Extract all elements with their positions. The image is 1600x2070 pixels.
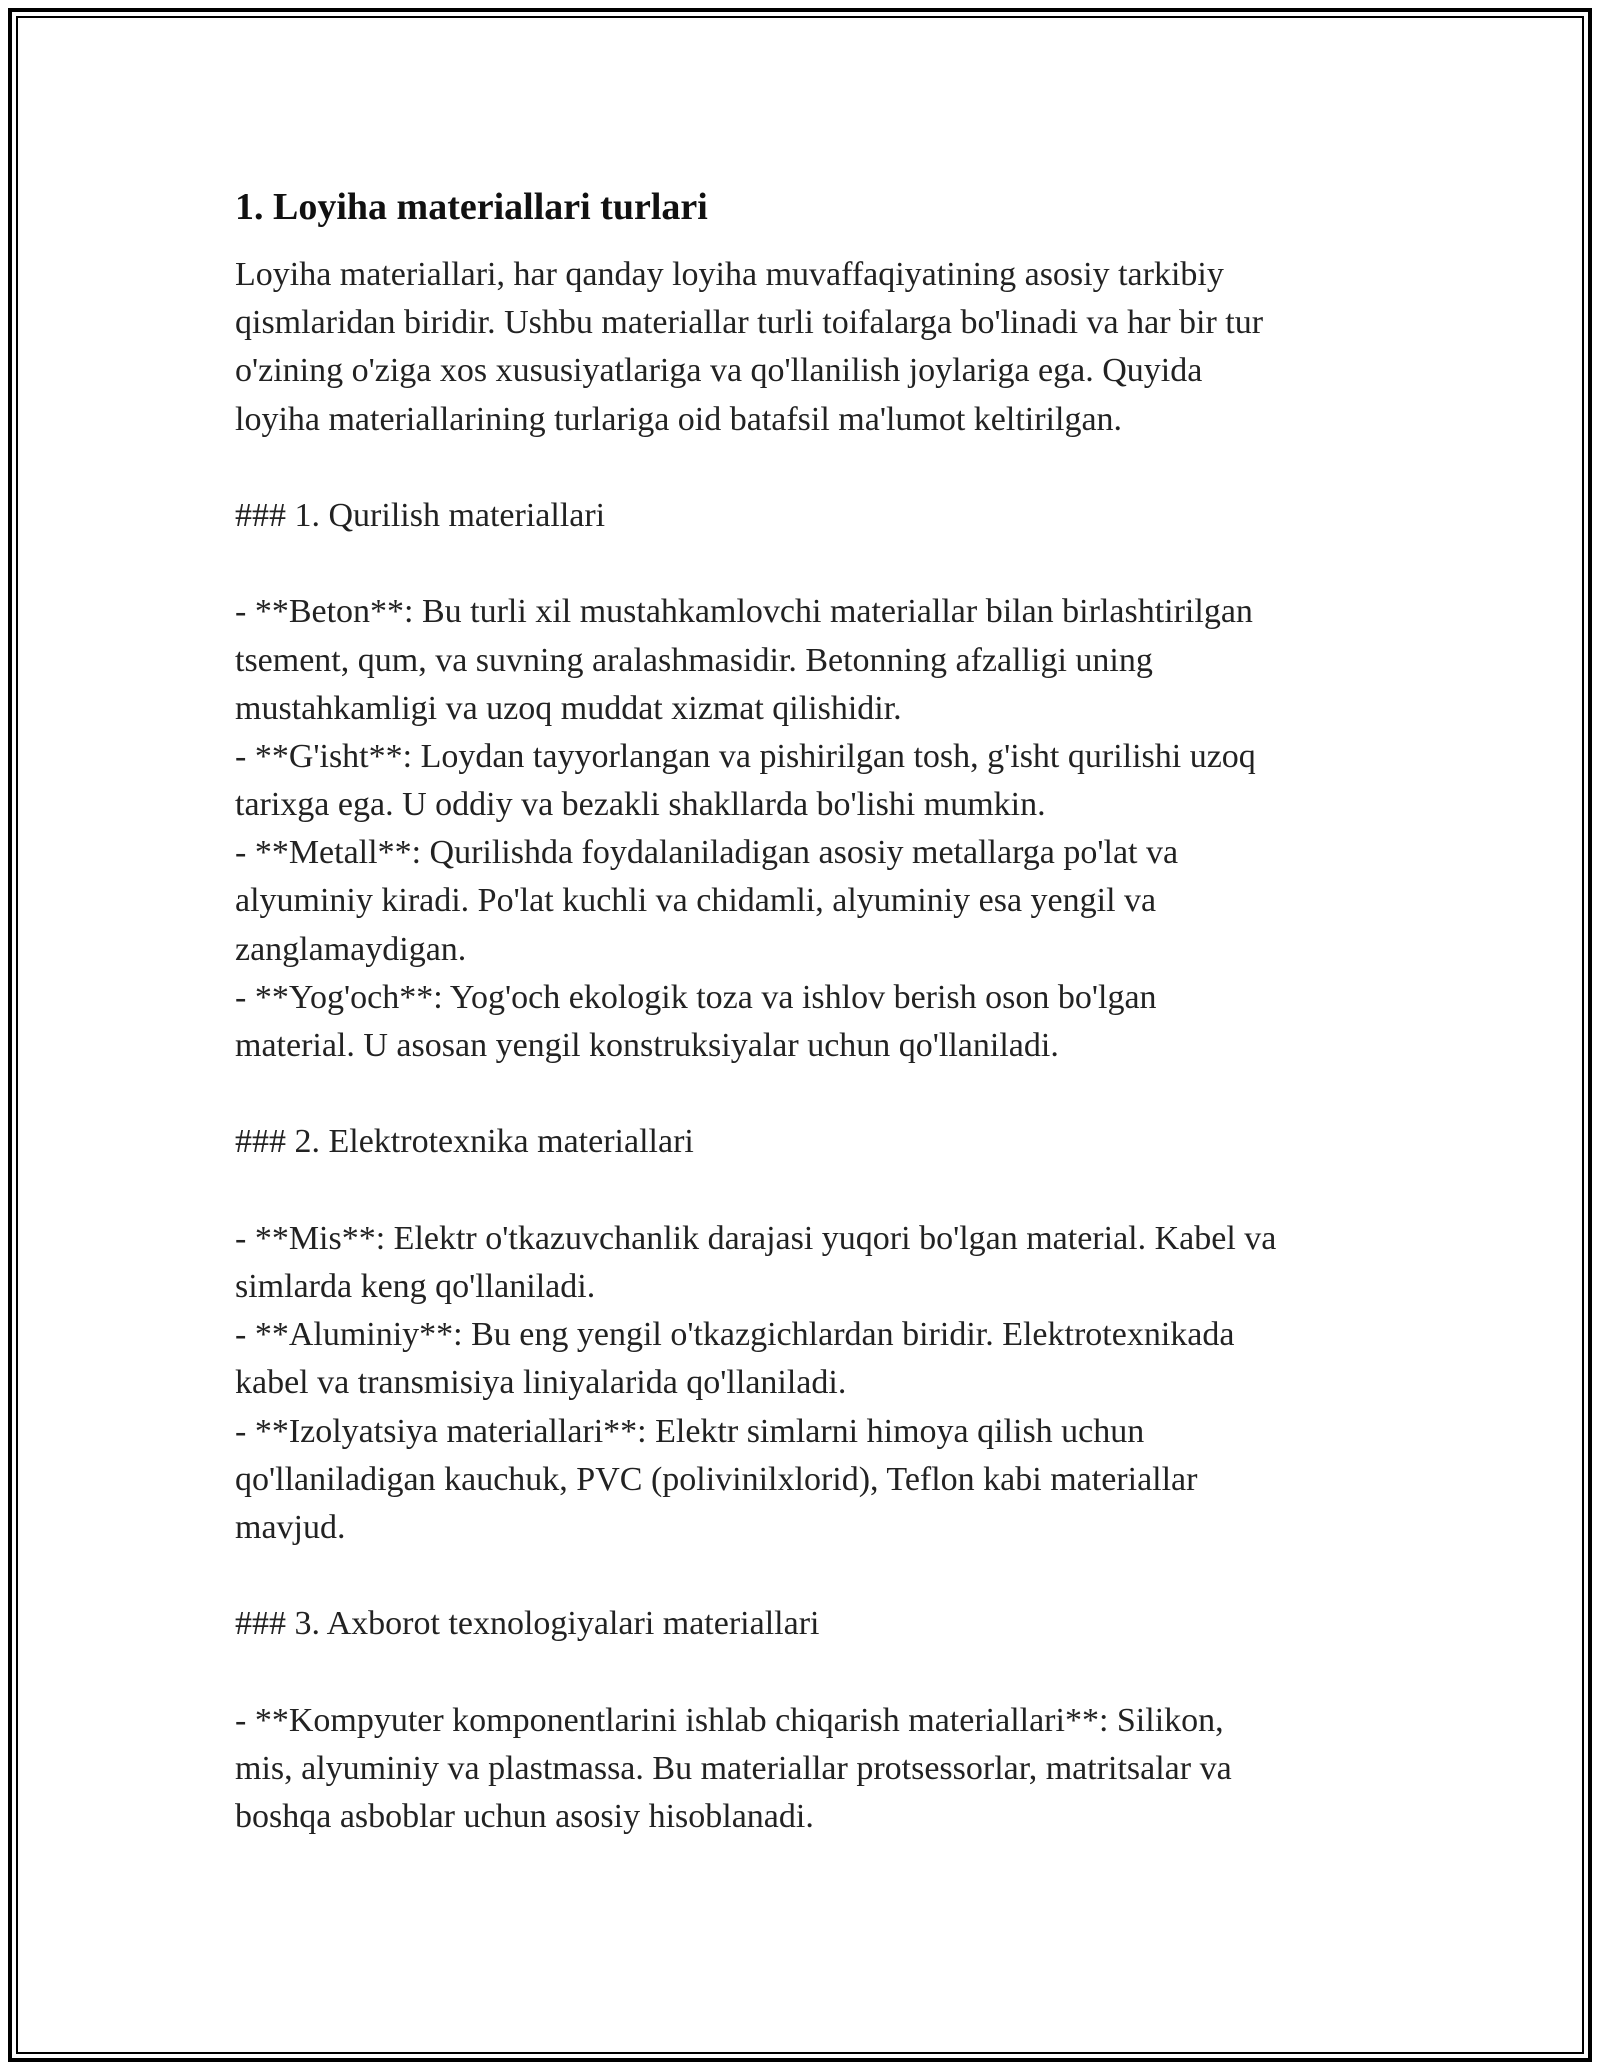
text-line: mavjud. <box>235 1508 346 1546</box>
text-line: kabel va transmisiya liniyalarida qo'llaniladi. <box>235 1364 847 1402</box>
text-line: mustahkamligi va uzoq muddat xizmat qilishidir. <box>235 689 902 727</box>
blank-line <box>235 1070 1375 1118</box>
text-line: - **Mis**: Elektr o'tkazuvchanlik darajasi yuqori bo'lgan material. Kabel va <box>235 1219 1277 1257</box>
text-line: - **Metall**: Qurilishda foydalaniladigan asosiy metallarga po'lat va <box>235 834 1179 872</box>
section-heading-line: ### 1. Qurilish materiallari <box>235 496 606 534</box>
blank-line <box>235 444 1375 492</box>
text-line: - **Beton**: Bu turli xil mustahkamlovchi materiallar bilan birlashtirilgan <box>235 593 1253 631</box>
text-line: - **Yog'och**: Yog'och ekologik toza va ishlov berish oson bo'lgan <box>235 978 1157 1016</box>
text-line: qo'llaniladigan kauchuk, PVC (polivinilxlorid), Teflon kabi materiallar <box>235 1460 1198 1498</box>
text-line: mis, alyuminiy va plastmassa. Bu materiallar protsessorlar, matritsalar va <box>235 1749 1232 1787</box>
document-title: 1. Loyiha materiallari turlari <box>235 186 708 228</box>
text-line: o'zining o'ziga xos xususiyatlariga va qo'llanilish joylariga ega. Quyida <box>235 352 1203 390</box>
text-line: - **Kompyuter komponentlarini ishlab chiqarish materiallari**: Silikon, <box>235 1701 1224 1739</box>
section-heading-line: ### 3. Axborot texnologiyalari materiallari <box>235 1605 820 1643</box>
text-line: tsement, qum, va suvning aralashmasidir. Betonning afzalligi uning <box>235 641 1153 679</box>
text-line: tarixga ega. U oddiy va bezakli shakllarda bo'lishi mumkin. <box>235 786 1046 824</box>
text-line: - **G'isht**: Loydan tayyorlangan va pishirilgan tosh, g'isht qurilishi uzoq <box>235 737 1256 775</box>
text-line: material. U asosan yengil konstruksiyalar uchun qo'llaniladi. <box>235 1027 1059 1064</box>
text-line: Loyiha materiallari, har qanday loyiha muvaffaqiyatining asosiy tarkibiy <box>235 256 1224 293</box>
blank-line <box>235 1167 1375 1215</box>
text-line: qismlaridan biridir. Ushbu materiallar turli toifalarga bo'linadi va har bir tur <box>235 304 1264 342</box>
text-line: alyuminiy kiradi. Po'lat kuchli va chidamli, alyuminiy esa yengil va <box>235 882 1157 920</box>
blank-line <box>235 1648 1375 1696</box>
section-heading-line: ### 2. Elektrotexnika materiallari <box>235 1123 694 1161</box>
text-line: - **Izolyatsiya materiallari**: Elektr simlarni himoya qilish uchun <box>235 1412 1145 1450</box>
text-line: boshqa asboblar uchun asosiy hisoblanadi. <box>235 1798 814 1835</box>
text-line: simlarda keng qo'llaniladi. <box>235 1267 596 1305</box>
document-text <box>235 251 1375 1841</box>
blank-line <box>235 1552 1375 1600</box>
document-body <box>235 185 1375 1841</box>
text-line: zanglamaydigan. <box>235 930 467 968</box>
text-line: - **Aluminiy**: Bu eng yengil o'tkazgichlardan biridir. Elektrotexnikada <box>235 1316 1235 1354</box>
blank-line <box>235 540 1375 588</box>
text-line: loyiha materiallarining turlariga oid batafsil ma'lumot keltirilgan. <box>235 400 1123 438</box>
